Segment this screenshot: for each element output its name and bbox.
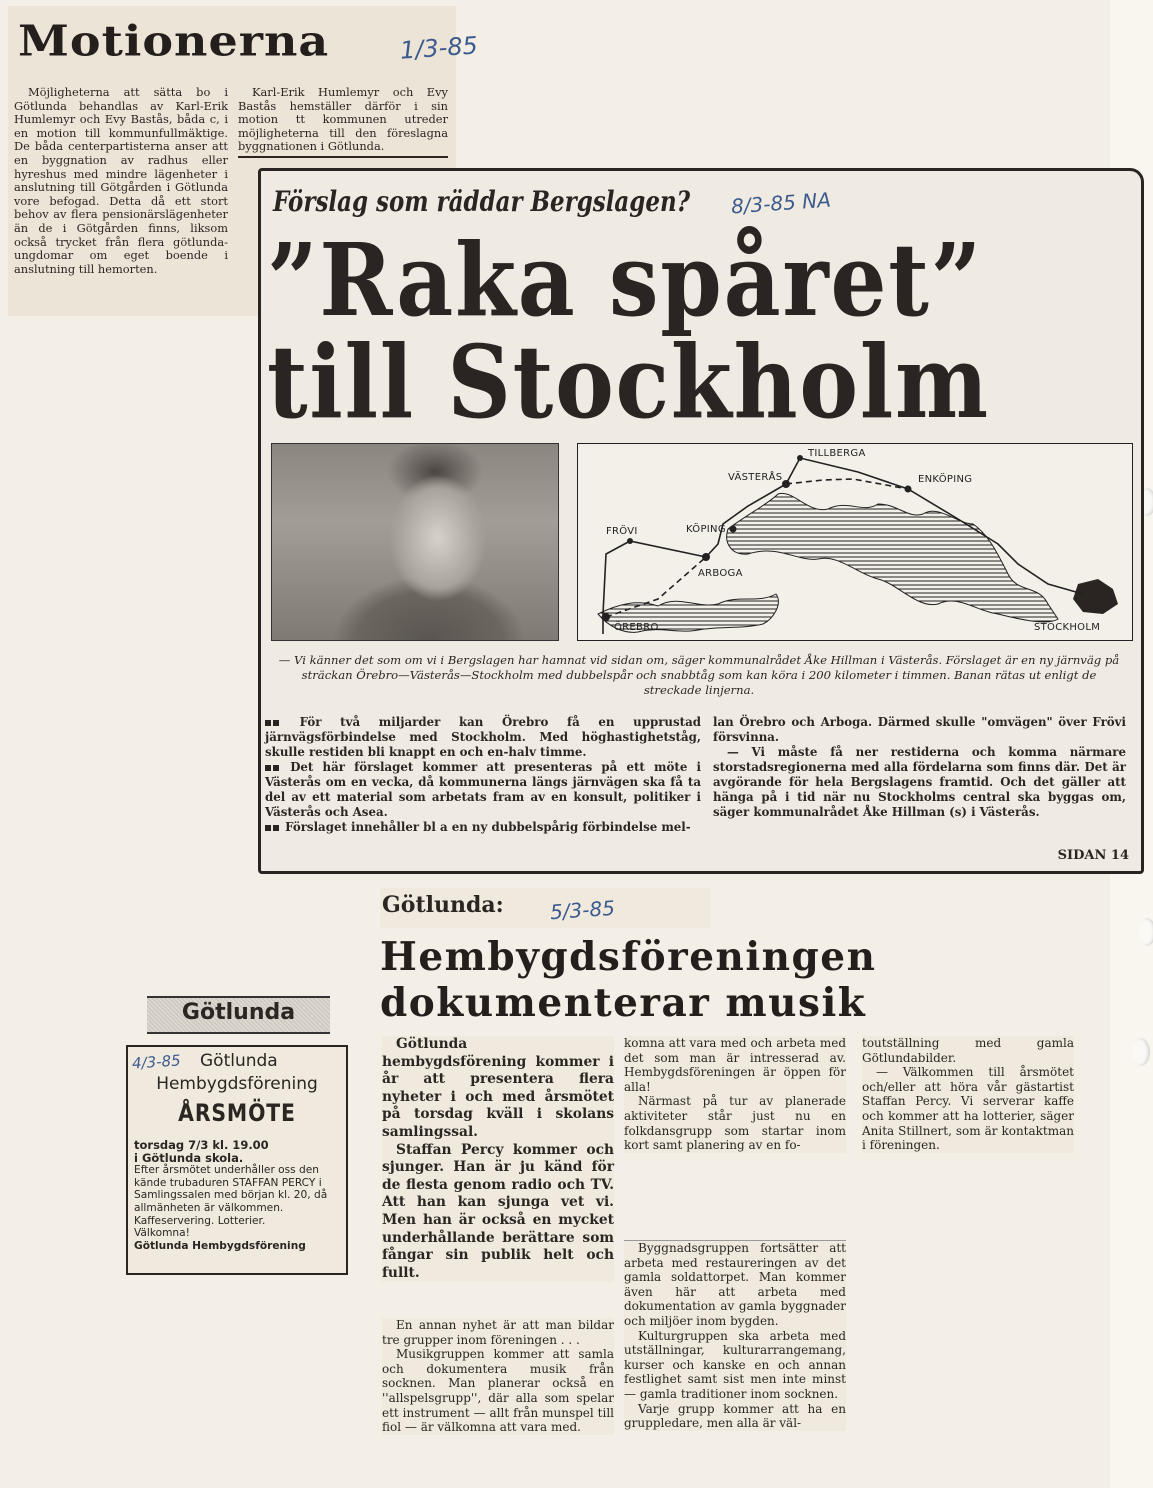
clipping-arsmote-ad xyxy=(126,1045,348,1275)
paragraph: Staffan Percy kommer och sjunger. Han är ju känd för de flesta genom radio och TV. Att han kan sjunga vet vi. Men han är också en mycket underhållande berättare som fångar sin publik helt och fullt. xyxy=(382,1141,614,1281)
station-enkoping xyxy=(905,486,912,493)
ad-description: Efter årsmötet underhåller oss den kände trubaduren STAFFAN PERCY i Samlingssalen med början kl. 20, då allmänheten är välkommen. Kaffeservering. Lotterier. xyxy=(134,1164,328,1227)
bullet-text: Det här förslaget kommer att presenteras på ett möte i Västerås om en vecka, då kommunerna längs järnvägen ska få ta del av ett material som arbetats fram av en konsult, politiker i Västerås och Asea. xyxy=(265,760,702,819)
paragraph: toutställning med gamla Götlundabilder. xyxy=(862,1036,1074,1065)
ad-body xyxy=(134,1139,342,1252)
handwritten-date: 1/3-85 xyxy=(399,31,479,65)
station-orebro xyxy=(602,613,610,621)
photo-caption: — Vi känner det som om vi i Bergslagen har hamnat vid sidan om, säger kommunalrådet Åke Hillman i Västerås. Förslaget är en ny järnväg på sträckan Örebro—Västerås—Stockholm med dubbelspår och snabbtåg som kan köra i 200 kilometer i timmen. Banan rätas ut enligt de streckade linjerna. xyxy=(278,653,1120,697)
map-label: STOCKHOLM xyxy=(1034,622,1101,633)
station-arboga xyxy=(702,553,710,561)
bullet-icon xyxy=(265,720,271,726)
paragraph: Kulturgruppen ska arbeta med utställningar, kulturarrangemang, kurser och kanske en och annan festlighet samt sist men inte minst — gamla traditioner inom socknen. xyxy=(624,1328,846,1401)
handwritten-date: 5/3-85 xyxy=(549,895,616,925)
station-vasteras xyxy=(782,480,790,488)
handwritten-date: 4/3-85 xyxy=(131,1051,182,1073)
paragraph: Götlunda hembygdsförening kommer i år att presentera flera nyheter i och med årsmötet på torsdag kväll i skolans samlingssal. xyxy=(382,1036,614,1140)
article-column xyxy=(624,1240,846,1431)
station-tillberga xyxy=(797,455,803,461)
ad-welcome: Välkomna! xyxy=(134,1227,190,1240)
map-label: TILLBERGA xyxy=(808,448,866,459)
article-column: Karl-Erik Humlemyr och Evy Bastås hemställer därför i sin motion tt kommunen utreder möjligheterna till den föreslagna byggnationen i Götlunda. xyxy=(238,86,448,158)
map-label: KÖPING xyxy=(686,524,726,535)
paragraph: komna att vara med och arbeta med det som man är intresserad av. Hembygdsföreningen är öppen för alla! xyxy=(624,1036,846,1094)
binder-hole xyxy=(1132,1038,1150,1066)
article-column xyxy=(713,715,1126,820)
bullet-icon xyxy=(273,720,279,726)
article-column: Möjligheterna att sätta bo i Götlunda behandlas av Karl-Erik Humlemyr och Evy Bastås, båda c, i en motion till kommunfullmäktige. De båda centerpartisterna anser att en byggnation av radhus eller hyreshus med mindre lägenheter i anslutning till Götgården i Götlunda vore befogad. Detta då ett stort behov av flera pensionärslägenheter än de i Götgården finns, liksom också trycket från flera götlunda-ungdomar om eget boende i anslutning till hemorten. xyxy=(14,85,228,276)
paragraph: En annan nyhet är att man bildar tre grupper inom föreningen . . . xyxy=(382,1318,614,1347)
bullet-paragraph xyxy=(265,760,701,820)
headline-line: till Stockholm xyxy=(267,323,990,441)
bullet-text: För två miljarder kan Örebro få en upprustad järnvägsförbindelse med Stockholm. Med höghastighetståg, skulle restiden bli knappt en och en-halv timme. xyxy=(265,715,701,759)
paragraph: Musikgruppen kommer att samla och dokumentera musik från socknen. Man planerar också en ''allspelsgrupp'', där alla som spelar ett instrument — allt från munspel till fiol — är välkomna att vara med. xyxy=(382,1347,614,1435)
article-column-lead xyxy=(382,1036,614,1282)
paragraph: Byggnadsgruppen fortsätter att arbeta med restaureringen av det gamla soldattorpet. Man kommer även här att arbeta med dokumentation av gamla byggnader och miljöer inom bygden. xyxy=(624,1241,846,1328)
paragraph: — Vi måste få ner restiderna och komma närmare storstadsregionerna med alla fördelarna som finns där. Det är avgörande för hela Bergslagens framtid. Och det gäller att hänga på i tid när nu Stockholms central ska byggas om, säger kommunalrådet Åke Hillman (s) i Västerås. xyxy=(713,745,1126,819)
map-graphic xyxy=(578,444,1132,640)
ad-title: ÅRSMÖTE xyxy=(178,1099,296,1127)
map-label: ÖREBRO xyxy=(614,622,659,633)
article-column xyxy=(265,715,701,835)
ad-when: torsdag 7/3 kl. 19.00 xyxy=(134,1138,269,1152)
map-label: ARBOGA xyxy=(698,568,743,579)
handwritten-date: 8/3-85 NA xyxy=(730,187,832,219)
paragraph: Närmast på tur av planerade aktiviteter står just nu en folkdansgrupp som startar inom kort samt planering av en fo- xyxy=(624,1094,846,1153)
section-title: Götlunda xyxy=(181,1000,296,1025)
station-frovi xyxy=(627,538,633,544)
ad-signature: Götlunda Hembygdsförening xyxy=(134,1239,306,1252)
headline-line: dokumenterar musik xyxy=(380,980,867,1026)
headline-line: Hembygdsföreningen xyxy=(380,934,877,980)
headline xyxy=(267,221,990,441)
kicker-box xyxy=(380,888,710,928)
stockholm-city xyxy=(1073,579,1118,614)
clipping-raka-sparet xyxy=(258,168,1144,874)
binder-hole xyxy=(1138,918,1153,946)
headline-line: ”Raka spåret” xyxy=(267,221,984,339)
ad-where: i Götlunda skola. xyxy=(134,1150,244,1165)
bullet-icon xyxy=(273,765,279,771)
station-koping xyxy=(730,526,737,533)
bullet-paragraph xyxy=(265,715,701,760)
kicker: Götlunda: xyxy=(382,892,504,918)
bullet-icon xyxy=(273,825,279,831)
bullet-icon xyxy=(265,765,271,771)
ad-line: Götlunda xyxy=(200,1051,278,1071)
paragraph: Varje grupp kommer att ha en gruppledare, men alla är väl- xyxy=(624,1401,846,1431)
headline xyxy=(380,934,876,1026)
paragraph: — Välkommen till årsmötet och/eller att höra vår gästartist Staffan Percy. Vi serverar kaffe och kommer att ha lotterier, säger Anita Stillnert, som är kontaktman i föreningen. xyxy=(862,1065,1074,1153)
map-label: ENKÖPING xyxy=(918,474,973,485)
paragraph: lan Örebro och Arboga. Därmed skulle "omvägen" över Frövi försvinna. xyxy=(713,715,1126,744)
ad-section-header xyxy=(147,996,330,1034)
bullet-text: Förslaget innehåller bl a en ny dubbelspårig förbindelse mel- xyxy=(285,820,691,834)
kicker: Förslag som räddar Bergslagen? xyxy=(273,185,691,218)
railway-map xyxy=(577,443,1133,641)
map-label: FRÖVI xyxy=(606,526,638,537)
page-reference: SIDAN 14 xyxy=(1057,848,1129,863)
ad-line: Hembygdsförening xyxy=(156,1074,318,1094)
article-column xyxy=(862,1036,1074,1153)
portrait-photo xyxy=(271,443,559,641)
article-column xyxy=(382,1318,614,1435)
bullet-paragraph xyxy=(265,820,701,835)
bullet-icon xyxy=(265,825,271,831)
article-column xyxy=(624,1036,846,1153)
map-label: VÄSTERÅS xyxy=(728,472,783,483)
headline: Motionerna xyxy=(18,16,330,66)
